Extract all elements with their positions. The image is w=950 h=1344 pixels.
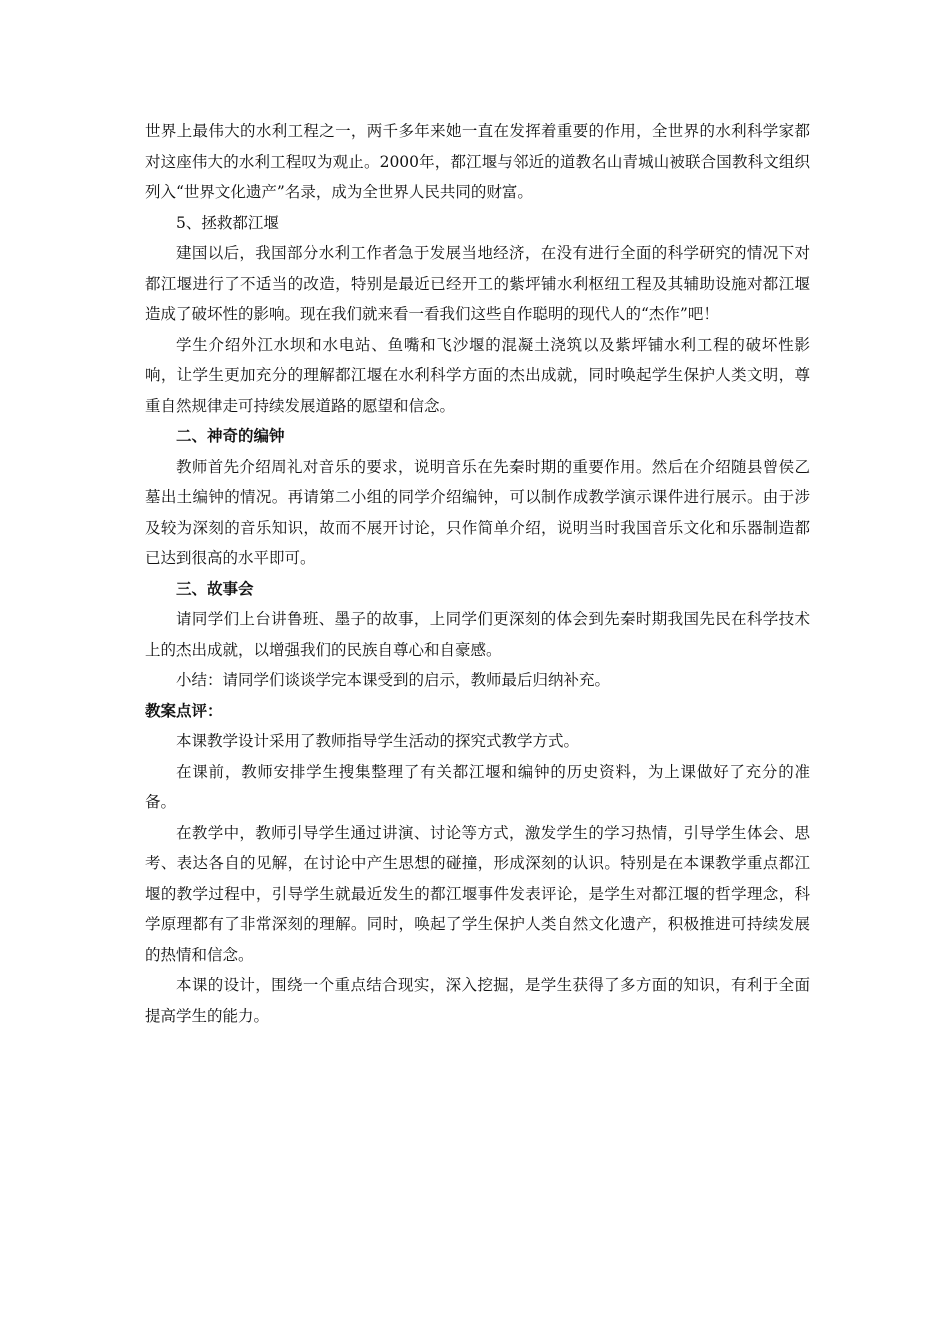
paragraph-summary: 小结：请同学们谈谈学完本课受到的启示，教师最后归纳补充。 (176, 671, 611, 689)
paragraph-story-time: 请同学们上台讲鲁班、墨子的故事，上同学们更深刻的体会到先秦时期我国先民在科学技术上的杰出成就，以增强我们的民族自尊心和自豪感。 (145, 610, 810, 659)
paragraph-review-design: 本课的设计，围绕一个重点结合现实，深入挖掘，是学生获得了多方面的知识，有利于全面提高学生的能力。 (145, 976, 810, 1025)
section-heading-bianzhong: 二、神奇的编钟 (176, 427, 285, 445)
paragraph-review-teaching: 在教学中，教师引导学生通过讲演、讨论等方式，激发学生的学习热情，引导学生体会、思考、表达各自的见解，在讨论中产生思想的碰撞，形成深刻的认识。特别是在本课教学重点都江堰的教学过程中，引导学生就最近发生的都江堰事件发表评论，是学生对都江堰的哲学理念，科学原理都有了非常深刻的理解。同时，唤起了学生保护人类自然文化遗产，积极推进可持续发展的热情和信念。 (145, 823, 810, 964)
paragraph-improper-renovation: 建国以后，我国部分水利工作者急于发展当地经济，在没有进行全面的科学研究的情况下对都江堰进行了不适当的改造，特别是最近已经开工的紫坪铺水利枢纽工程及其辅助设施对都江堰造成了破坏性的影响。现在我们就来看一看我们这些自作聪明的现代人的“杰作”吧！ (145, 244, 810, 323)
subheading-save-dujiangyan: 5、拯救都江堰 (176, 213, 279, 232)
document-page (145, 116, 810, 1031)
paragraph-world-heritage: 世界上最伟大的水利工程之一，两千多年来她一直在发挥着重要的作用，全世界的水利科学家都对这座伟大的水利工程叹为观止。2000年，都江堰与邻近的道教名山青城山被联合国教科文组织列入“世界文化遗产”名录，成为全世界人民共同的财富。 (145, 122, 810, 201)
paragraph-review-method: 本课教学设计采用了教师指导学生活动的探究式教学方式。 (176, 732, 580, 750)
paragraph-bianzhong-intro: 教师首先介绍周礼对音乐的要求，说明音乐在先秦时期的重要作用。然后在介绍随县曾侯乙墓出土编钟的情况。再请第二小组的同学介绍编钟，可以制作成教学演示课件进行展示。由于涉及较为深刻的音乐知识，故而不展开讨论，只作简单介绍，说明当时我国音乐文化和乐器制造都已达到很高的水平即可。 (145, 457, 810, 567)
paragraph-student-presentation: 学生介绍外江水坝和水电站、鱼嘴和飞沙堰的混凝土浇筑以及紫坪铺水利工程的破坏性影响，让学生更加充分的理解都江堰在水利科学方面的杰出成就，同时唤起学生保护人类文明，尊重自然规律走可持续发展道路的愿望和信念。 (145, 335, 810, 415)
paragraph-review-preparation: 在课前，教师安排学生搜集整理了有关都江堰和编钟的历史资料，为上课做好了充分的准备。 (145, 762, 810, 811)
section-heading-story-time: 三、故事会 (176, 579, 254, 598)
section-heading-lesson-review: 教案点评： (145, 701, 223, 720)
